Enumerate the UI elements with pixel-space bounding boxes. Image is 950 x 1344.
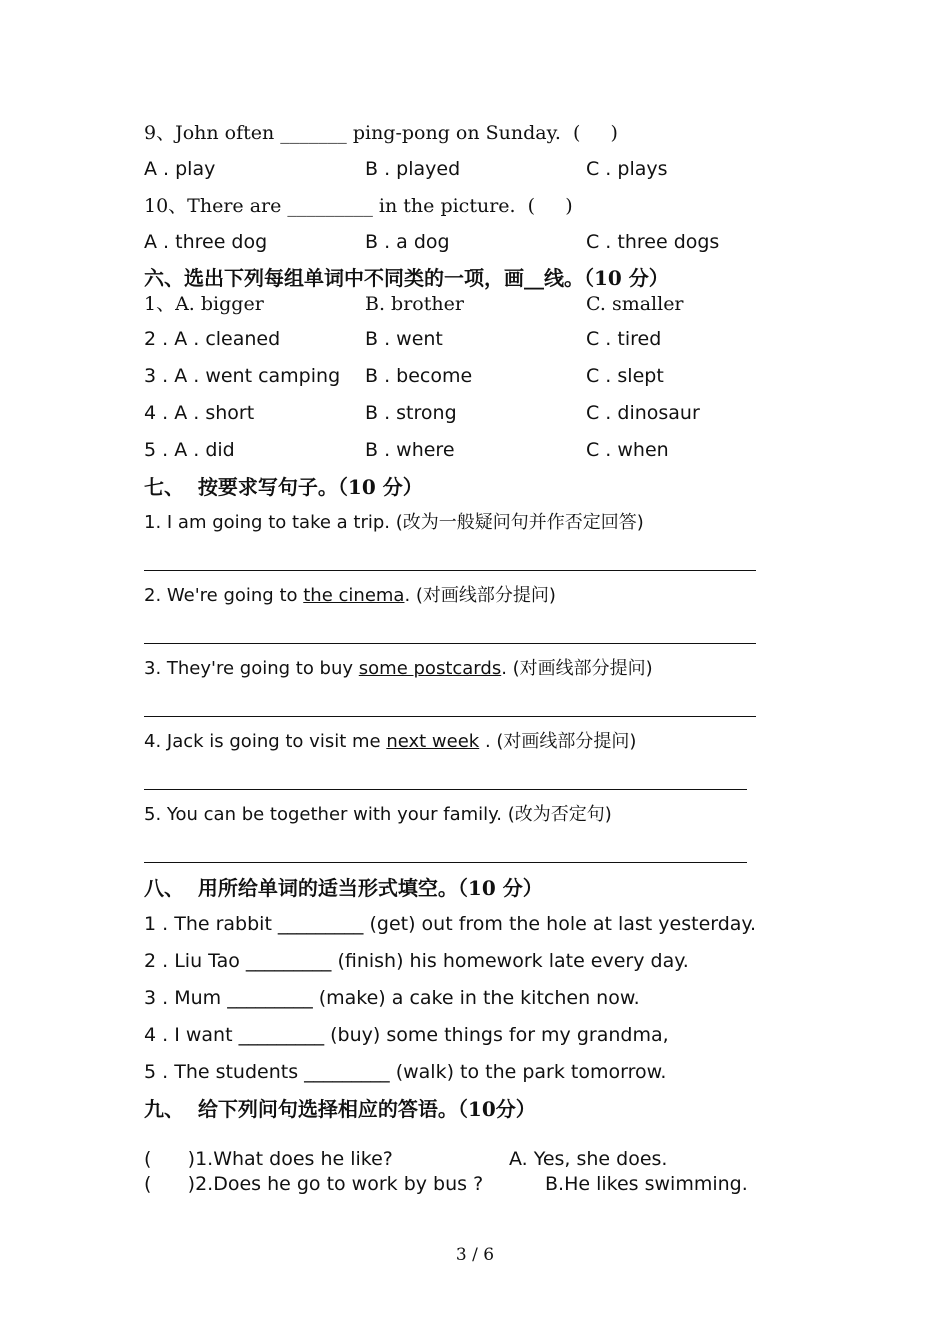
question-10: 10、There are _________ in the picture. ( ) (144, 195, 573, 217)
s7-item-2-underlined: the cinema (303, 585, 405, 606)
s8-item-4: 4 . I want _________ (buy) some things for my grandma, (144, 1024, 669, 1046)
s6-row-1-a: 1、A. bigger (144, 293, 264, 315)
s9-answer-b: B.He likes swimming. (545, 1173, 748, 1195)
s6-row-5-c: C . when (586, 439, 669, 461)
section-9-title: 九、 给下列问句选择相应的答语。（10分） (144, 1097, 536, 1121)
section-7-title: 七、 按要求写句子。（10 分） (144, 475, 423, 499)
s7-item-3-instruction: . (对画线部分提问) (501, 658, 653, 679)
s7-item-2-instruction: . (对画线部分提问) (404, 585, 556, 606)
s7-item-1-text: 1. I am going to take a trip. (144, 512, 396, 533)
s6-row-3-b: B . become (365, 365, 473, 387)
answer-line-2 (144, 643, 756, 644)
s6-row-4-b: B . strong (365, 402, 457, 424)
section-6-title: 六、选出下列每组单词中不同类的一项，画__线。（10 分） (144, 266, 669, 290)
answer-line-5 (144, 862, 747, 863)
s7-item-5-text: 5. You can be together with your family. (144, 804, 508, 825)
s8-item-2: 2 . Liu Tao _________ (finish) his homework late every day. (144, 950, 689, 972)
q9-option-a: A . play (144, 158, 216, 180)
answer-line-3 (144, 716, 756, 717)
s6-row-4-c: C . dinosaur (586, 402, 700, 424)
s7-item-5-instruction: (改为否定句) (507, 804, 612, 825)
q9-option-c: C . plays (586, 158, 668, 180)
s6-row-1-b: B. brother (365, 293, 464, 315)
s6-row-2-a: 2 . A . cleaned (144, 328, 281, 350)
s7-item-2-text: 2. We're going to (144, 585, 304, 606)
s7-item-2 (144, 584, 556, 608)
s8-item-1: 1 . The rabbit _________ (get) out from the hole at last yesterday. (144, 913, 757, 935)
s7-item-4-underlined: next week (386, 731, 480, 752)
question-9: 9、John often _______ ping-pong on Sunday. ( ) (144, 122, 618, 144)
s7-item-4 (144, 730, 636, 754)
s7-item-3 (144, 657, 653, 681)
s6-row-3-a: 3 . A . went camping (144, 365, 341, 387)
s7-item-1-instruction: (改为一般疑问句并作否定回答) (395, 512, 644, 533)
q10-option-a: A . three dog (144, 231, 268, 253)
s7-item-1 (144, 511, 644, 535)
s7-item-5 (144, 803, 612, 827)
q10-option-c: C . three dogs (586, 231, 720, 253)
q10-option-b: B . a dog (365, 231, 450, 253)
s6-row-5-b: B . where (365, 439, 455, 461)
s7-item-3-text: 3. They're going to buy (144, 658, 359, 679)
s6-row-3-c: C . slept (586, 365, 664, 387)
s9-answer-a: A. Yes, she does. (509, 1148, 668, 1170)
s6-row-2-b: B . went (365, 328, 443, 350)
answer-line-1 (144, 570, 756, 571)
s6-row-4-a: 4 . A . short (144, 402, 255, 424)
s6-row-1-c: C. smaller (586, 293, 684, 315)
s6-row-2-c: C . tired (586, 328, 662, 350)
s7-item-4-instruction: . (对画线部分提问) (479, 731, 637, 752)
answer-line-4 (144, 789, 747, 790)
s7-item-4-text: 4. Jack is going to visit me (144, 731, 387, 752)
q9-option-b: B . played (365, 158, 461, 180)
section-8-title: 八、 用所给单词的适当形式填空。（10 分） (144, 876, 543, 900)
page-number: 3 / 6 (455, 1245, 495, 1265)
s6-row-5-a: 5 . A . did (144, 439, 235, 461)
s8-item-3: 3 . Mum _________ (make) a cake in the kitchen now. (144, 987, 640, 1009)
s9-question-2: ( )2.Does he go to work by bus ? (144, 1173, 484, 1195)
s7-item-3-underlined: some postcards (358, 658, 502, 679)
s9-question-1: ( )1.What does he like? (144, 1148, 393, 1170)
s8-item-5: 5 . The students _________ (walk) to the park tomorrow. (144, 1061, 667, 1083)
